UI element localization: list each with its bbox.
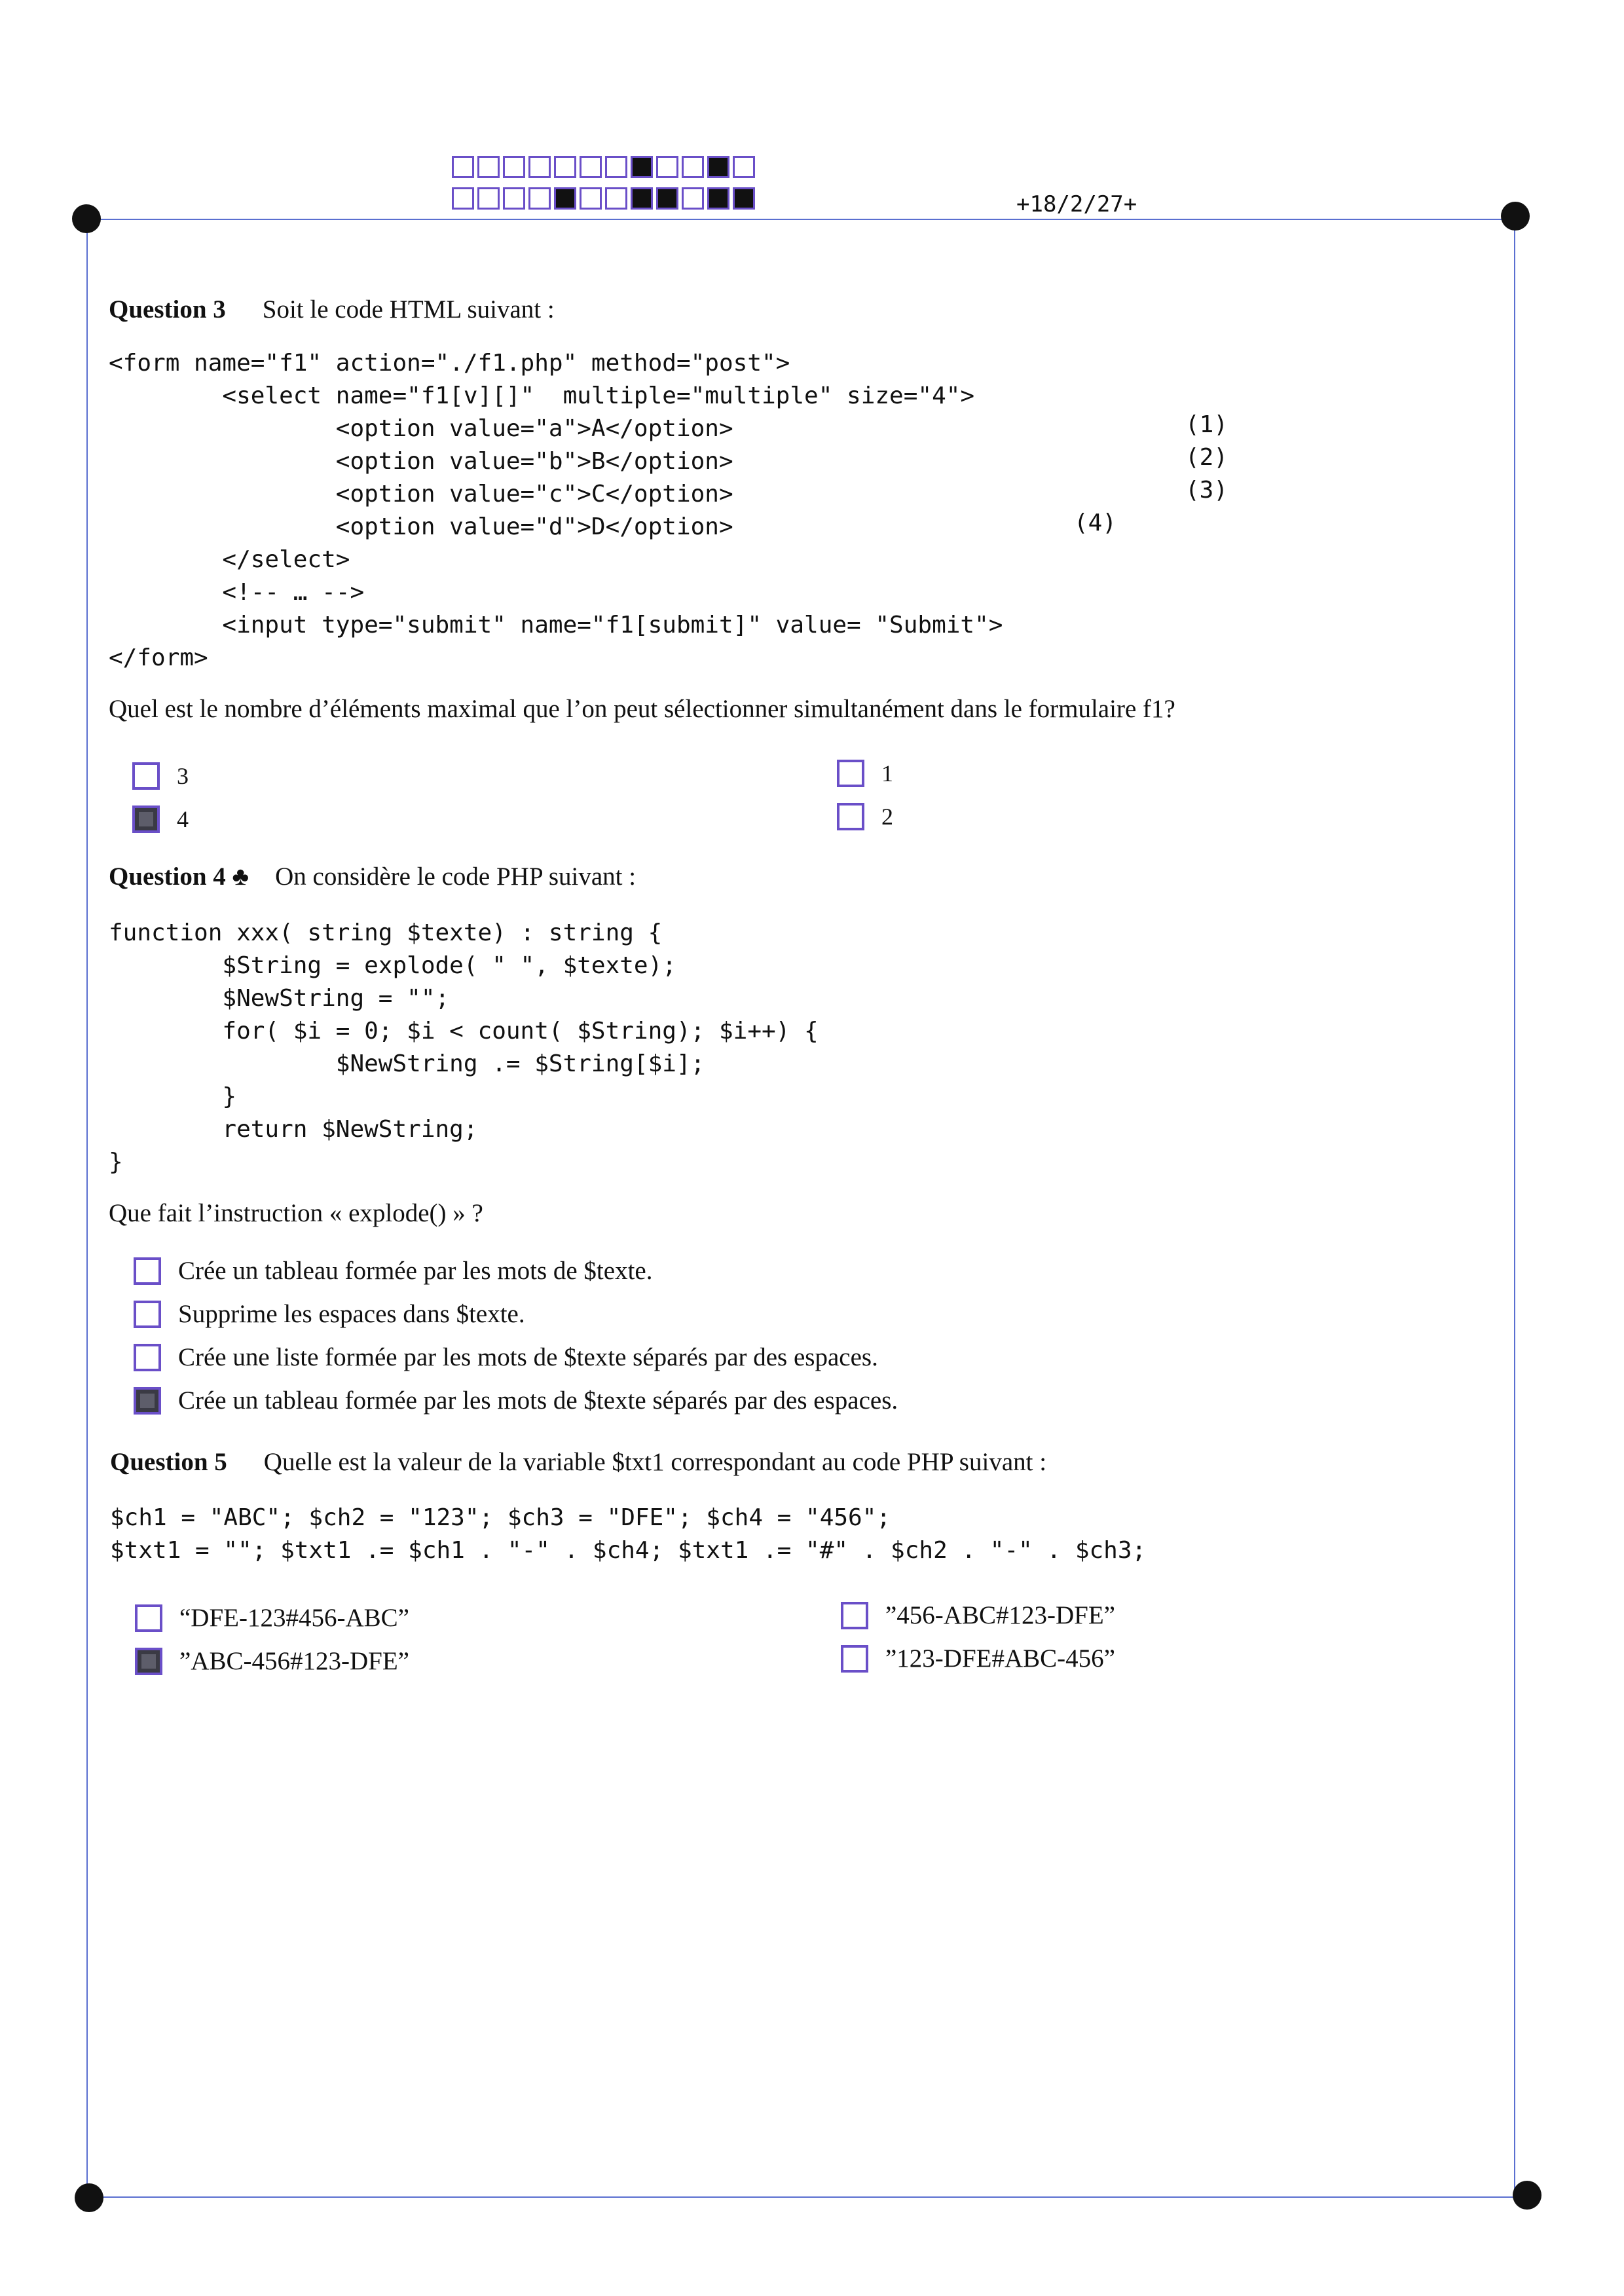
q4-intro: On considère le code PHP suivant : [275,862,637,891]
q4-title [109,862,636,891]
q4-answer-4[interactable] [134,1386,898,1415]
q4-answer-1[interactable] [134,1256,652,1286]
q5-answer-2[interactable] [135,1646,409,1676]
code-line: } [109,1083,237,1110]
code-line: <form name="f1" action="./f1.php" method="post"> [109,350,790,377]
q4-prompt: Que fait l’instruction « explode() » ? [109,1199,483,1227]
barcode-cell-empty [605,187,627,210]
code-line: $ch1 = "ABC"; $ch2 = "123"; $ch3 = "DFE"; $ch4 = "456"; [110,1504,891,1531]
q5-answer-4[interactable] [841,1644,1115,1673]
code-line: <input type="submit" name="f1[submit]" value= "Submit"> [109,612,1003,639]
barcode-cell-filled [733,187,755,210]
barcode-cell-empty [528,187,551,210]
barcode-cell-empty [682,187,704,210]
checkbox[interactable] [841,1602,868,1629]
corner-mark-top-right [1501,202,1530,231]
frame-top-line [86,219,1515,220]
q5-answer-1[interactable] [135,1603,409,1633]
code-line: return $NewString; [109,1116,478,1143]
answer-label: Crée une liste formée par les mots de $texte séparés par des espaces. [178,1343,878,1371]
barcode-top [452,156,758,178]
barcode-cell-empty [656,156,678,178]
checkbox[interactable] [132,762,160,790]
barcode-cell-filled [631,187,653,210]
barcode-cell-empty [503,156,525,178]
corner-mark-top-left [72,204,101,233]
line-mark-4: (4) [1074,509,1117,536]
barcode-cell-filled [707,156,729,178]
multiple-answer-club-icon: ♣ [232,862,249,891]
answer-label: 1 [881,760,893,787]
answer-label: Crée un tableau formée par les mots de $texte. [178,1257,653,1285]
corner-mark-bottom-right [1513,2181,1541,2210]
q4-code-block [109,917,819,1179]
barcode-cell-empty [452,156,474,178]
checkbox[interactable] [134,1301,161,1328]
code-line: $NewString .= $String[$i]; [109,1050,705,1077]
answer-label: ”123-DFE#ABC-456” [885,1644,1115,1673]
corner-mark-bottom-left [75,2183,103,2212]
q3-answer-4[interactable] [132,805,189,833]
barcode-bottom [452,187,758,210]
barcode-cell-empty [682,156,704,178]
q3-title [109,295,555,324]
q4-answer-3[interactable] [134,1342,878,1372]
code-line: <!-- … --> [109,579,365,606]
barcode-cell-empty [554,156,576,178]
barcode-cell-filled [656,187,678,210]
checkbox-checked[interactable] [134,1387,161,1415]
code-line: function xxx( string $texte) : string { [109,919,663,946]
answer-label: Supprime les espaces dans $texte. [178,1300,525,1328]
code-line: $String = explode( " ", $texte); [109,952,676,979]
code-line: <option value="c">C</option> [109,481,733,508]
q4-answer-2[interactable] [134,1299,525,1329]
answer-label: ”456-ABC#123-DFE” [885,1601,1115,1629]
line-mark-3: (3) [1185,477,1228,504]
frame-left-line [86,219,88,2198]
barcode-cell-filled [631,156,653,178]
barcode-cell-empty [580,187,602,210]
answer-label: 4 [177,806,189,832]
checkbox[interactable] [841,1645,868,1673]
checkbox[interactable] [134,1257,161,1285]
code-line: </form> [109,644,208,671]
q3-answer-3[interactable] [132,762,189,790]
q3-code-block [109,347,1003,675]
checkbox[interactable] [135,1604,162,1632]
q5-intro: Quelle est la valeur de la variable $txt1 correspondant au code PHP suivant : [263,1448,1047,1476]
code-line: $NewString = ""; [109,985,450,1012]
barcode-cell-empty [733,156,755,178]
q5-title [110,1447,1046,1477]
code-line: <option value="b">B</option> [109,448,733,475]
checkbox[interactable] [837,760,864,787]
q5-number: Question 5 [110,1448,227,1476]
q3-answer-1[interactable] [837,760,893,787]
q3-prompt: Quel est le nombre d’éléments maximal que l’on peut sélectionner simultanément dans le formulaire f1? [109,695,1175,723]
barcode-cell-empty [528,156,551,178]
code-line: <option value="a">A</option> [109,415,733,442]
barcode-cell-empty [452,187,474,210]
checkbox-checked[interactable] [135,1648,162,1675]
code-line: $txt1 = ""; $txt1 .= $ch1 . "-" . $ch4; $txt1 .= "#" . $ch2 . "-" . $ch3; [110,1537,1147,1564]
code-line: <select name="f1[v][]" multiple="multiple" size="4"> [109,382,975,409]
answer-label: Crée un tableau formée par les mots de $texte séparés par des espaces. [178,1386,898,1415]
code-line: } [109,1149,123,1176]
barcode-cell-filled [707,187,729,210]
answer-label: 2 [881,804,893,830]
q3-number: Question 3 [109,295,226,324]
barcode-cell-empty [477,187,500,210]
barcode-cell-empty [503,187,525,210]
answer-label: “DFE-123#456-ABC” [179,1604,409,1632]
q5-code-block [110,1501,1146,1566]
q3-answer-2[interactable] [837,803,893,830]
checkbox[interactable] [837,803,864,830]
code-line: <option value="d">D</option> [109,513,733,540]
line-mark-1: (1) [1185,411,1228,438]
barcode-cell-filled [554,187,576,210]
line-mark-2: (2) [1185,444,1228,471]
q4-number: Question 4 [109,862,226,891]
barcode-cell-empty [477,156,500,178]
checkbox-checked[interactable] [132,805,160,833]
barcode-cell-empty [580,156,602,178]
answer-label: ”ABC-456#123-DFE” [179,1647,409,1675]
barcode-cell-empty [605,156,627,178]
q3-intro: Soit le code HTML suivant : [262,295,555,324]
code-line: </select> [109,546,350,573]
answer-label: 3 [177,763,189,789]
code-line: for( $i = 0; $i < count( $String); $i++) { [109,1018,819,1045]
q5-answer-3[interactable] [841,1601,1115,1630]
page-code: +18/2/27+ [1016,191,1137,217]
checkbox[interactable] [134,1344,161,1371]
frame-bottom-line [89,2196,1527,2198]
frame-right-line [1514,216,1515,2198]
